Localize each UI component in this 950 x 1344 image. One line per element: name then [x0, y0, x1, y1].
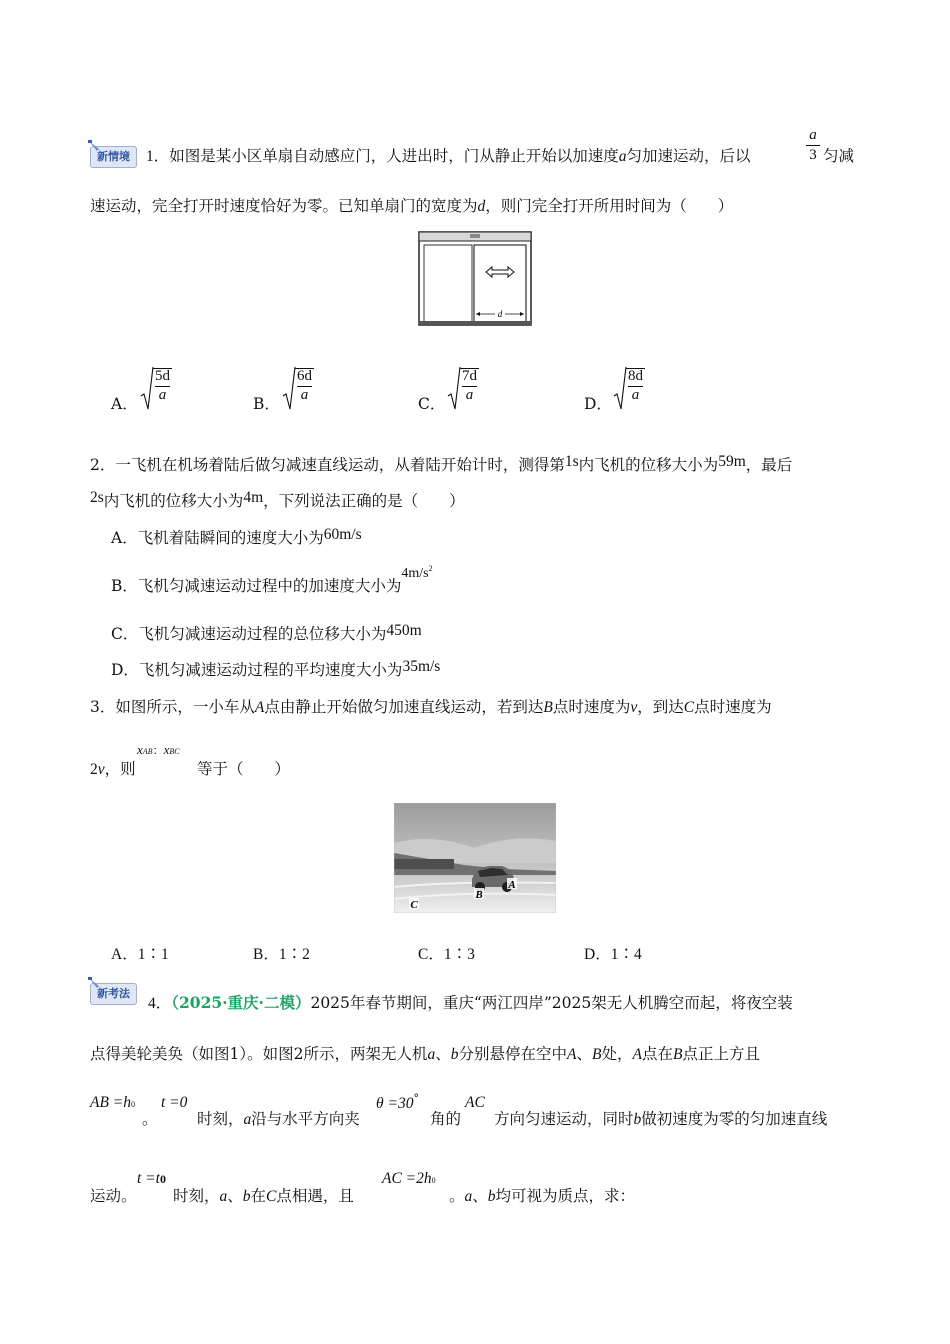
q4-line4-b: 时刻，a、b在C点相遇，且 — [173, 1187, 354, 1205]
q4-line1: 4．（2025·重庆·二模）2025年春节期间，重庆“两江四岸”2025架无人机腾空而起，将夜空装 — [148, 993, 793, 1012]
car-track-photo — [394, 803, 556, 917]
q2-option-b[interactable]: B．飞机匀减速运动过程中的加速度大小为$4m/s^2$ — [111, 564, 433, 595]
q3-ratio-expr: xAB：xBC — [137, 742, 180, 757]
q3-option-c[interactable]: C．1∶3 — [418, 946, 475, 963]
q4-eq-t0: t =0 — [161, 1094, 188, 1111]
q4-eq-ab: AB =h0 — [90, 1094, 136, 1111]
door-figure — [418, 231, 532, 330]
source-tag: （2025·重庆·二模） — [171, 993, 311, 1012]
q4-line3-b: 角的 — [430, 1110, 462, 1128]
q2-option-c[interactable]: C．飞机匀减速运动过程的总位移大小为450m — [111, 622, 422, 643]
q4-eq-ac: AC — [465, 1094, 485, 1111]
photo-label-a: A — [508, 879, 516, 891]
photo-label-b: B — [475, 889, 483, 901]
q4-eq-ac-2h0: AC =2h0 — [382, 1170, 436, 1187]
q2-option-a[interactable]: A．飞机着陆瞬间的速度大小为60m/s — [111, 526, 362, 547]
q1-option-a[interactable]: A． — [111, 395, 138, 413]
pen-icon — [87, 976, 103, 999]
pen-icon — [87, 139, 103, 162]
q2-line1: 2．一飞机在机场着陆后做匀减速直线运动，从着陆开始计时，测得第1s内飞机的位移大小为59m，最后 — [90, 453, 793, 474]
q4-eq-theta: θ =30° — [376, 1092, 419, 1112]
q3-option-a[interactable]: A．1∶1 — [111, 946, 169, 963]
q1-option-d[interactable]: D． — [584, 395, 612, 413]
q1-option-b[interactable]: B． — [253, 395, 280, 413]
q2-option-d[interactable]: D．飞机匀减速运动过程的平均速度大小为35m/s — [111, 658, 441, 679]
q4-line3-c: 方向匀速运动，同时b做初速度为零的匀加速直线 — [494, 1110, 828, 1128]
door-width-label: d — [497, 309, 503, 319]
badge-new-context: 新情境 — [90, 146, 137, 168]
q4-line4-a: 运动。 — [90, 1187, 137, 1205]
q3-option-b[interactable]: B．1∶2 — [253, 946, 310, 963]
q3-line2: 2v，则 — [90, 760, 136, 778]
page: 新情境 1．如图是某小区单扇自动感应门，人进出时，门从静止开始以加速度a匀加速运动，后以 a 3 匀减 速运动，完全打开时速度恰好为零。已知单扇门的宽度为d，则门完全打开所用时间为（ ） d A． 5d a B． 6d a C． 7d a D． 8d a 2．一飞机在机场着陆后做匀减速直线运动，从着陆开始计时，测得第1s内飞机的位移大小为59m，最后 2s内飞机的位移大小为4m，下列说法正确的是（ ） A．飞机着陆瞬间的速度大小为60m/s B．飞机匀减速运动过程中的加速度大小为$4m/s^2$ C．飞机匀减速运动过程的总位移大小为450m D．飞机匀减速运动过程的平均速度大小为35m/s 3．如图所示，一小车从A点由静止开始做匀加速直线运动，若到达B点时速度为v，到达C点时速度为 2v，则 xAB：xBC 等于（ ） A B C A．1∶1 B．1∶2 C．1∶3 D．1∶4 新考法 4．（2025·重庆·二模）2025年春节期间，重庆“两江四岸”2025架无人机腾空而起，将夜空装 点得美轮美奂（如图1）。如图2所示，两架无人机a、b分别悬停在空中A、B处，A点在B点正上方且 AB =h0 。 t =0 时刻，a沿与水平方向夹 θ =30° 角的 AC 方向匀速运动，同时b做初速度为零的匀加速直线 运动。 t =t0 时刻，a、b在C点相遇，且 AC =2h0 。a、b均可视为质点，求： — [0, 0, 950, 1344]
q1-line2: 速运动，完全打开时速度恰好为零。已知单扇门的宽度为d，则门完全打开所用时间为（ ） — [90, 197, 734, 215]
q3-line2-end: 等于（ ） — [197, 760, 291, 778]
q3-line1: 3．如图所示，一小车从A点由静止开始做匀加速直线运动，若到达B点时速度为v，到达C点时速度为 — [90, 698, 772, 716]
q4-line4-c: 。a、b均可视为质点，求： — [449, 1187, 636, 1205]
photo-label-c: C — [410, 899, 418, 911]
q3-option-d[interactable]: D．1∶4 — [584, 946, 642, 963]
q4-eq-tt0: t =t0 — [137, 1170, 166, 1187]
q4-line3-a: 时刻，a沿与水平方向夹 — [197, 1110, 360, 1128]
q1-option-c[interactable]: C． — [418, 395, 446, 413]
q1-fraction-a-over-3: a 3 — [806, 128, 820, 163]
q1-line1: 1．如图是某小区单扇自动感应门，人进出时，门从静止开始以加速度a匀加速运动，后以 — [146, 147, 751, 165]
q4-dot: 。 — [142, 1110, 158, 1128]
badge-new-method: 新考法 — [90, 983, 137, 1005]
q1-line1-end: 匀减 — [823, 147, 855, 165]
q2-line2: 2s内飞机的位移大小为4m，下列说法正确的是（ ） — [90, 489, 465, 510]
q4-line2: 点得美轮美奂（如图1）。如图2所示，两架无人机a、b分别悬停在空中A、B处，A点在B点正上方且 — [90, 1045, 760, 1063]
